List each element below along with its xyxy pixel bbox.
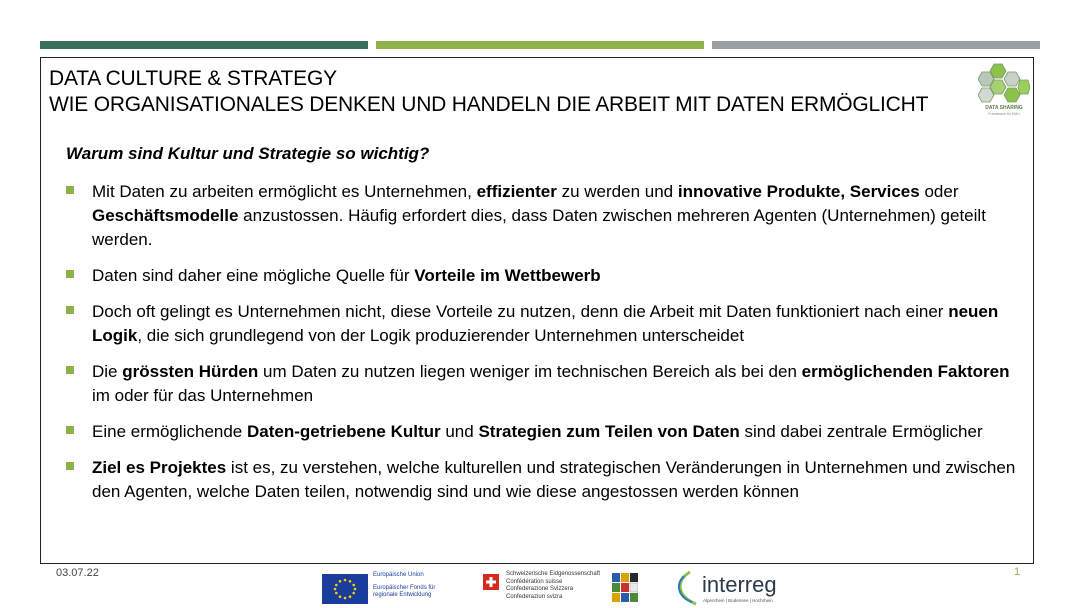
- bullet-emphasis: Geschäftsmodelle: [92, 206, 239, 225]
- bullet-item: [66, 264, 1026, 288]
- title-line-1: DATA CULTURE & STRATEGY: [49, 67, 337, 90]
- bullet-square-icon: [66, 270, 74, 278]
- ch-line-4: Confederaziun svizra: [506, 593, 563, 600]
- bullet-emphasis: Ziel es Projektes: [92, 458, 227, 477]
- bullet-emphasis: innovative Produkte, Services: [677, 182, 920, 201]
- bullet-text: Eine ermöglichende: [92, 422, 247, 441]
- page-number: 1: [1014, 566, 1021, 578]
- bullet-square-icon: [66, 306, 74, 314]
- title-line-2: WIE ORGANISATIONALES DENKEN UND HANDELN DIE ARBEIT MIT DATEN ERMÖGLICHT: [49, 93, 929, 116]
- logo-caption: [978, 105, 1030, 117]
- bullet-text: Doch oft gelingt es Unternehmen nicht, diese Vorteile zu nutzen, denn die Arbeit mit Daten funktioniert nach einer: [92, 302, 949, 321]
- interreg-regions: Alpenrhein | Bodensee | Hochrhein: [703, 598, 773, 603]
- bullet-item: [66, 300, 1026, 348]
- ch-line-2: Confédération suisse: [506, 578, 563, 585]
- bullet-emphasis: Vorteile im Wettbewerb: [414, 266, 601, 285]
- bullet-text: Mit Daten zu arbeiten ermöglicht es Unternehmen,: [92, 182, 477, 201]
- bullet-text: sind dabei zentrale Ermöglicher: [739, 422, 983, 441]
- swiss-flag-icon: [483, 574, 499, 590]
- bullet-text: oder: [919, 182, 959, 201]
- bullet-item: [66, 180, 1026, 252]
- ch-line-3: Confederazione Svizzera: [506, 586, 574, 592]
- top-bar-light-green: [376, 41, 704, 49]
- eu-text: [373, 572, 435, 600]
- bullet-text: und: [440, 422, 479, 441]
- bullet-text: , die sich grundlegend von der Logik produzierender Unternehmen unterscheidet: [137, 326, 745, 345]
- swiss-text: [506, 571, 600, 601]
- logo-subtitle: Framework für KMU: [988, 112, 1020, 116]
- bullet-square-icon: [66, 462, 74, 470]
- bullet-item: [66, 456, 1026, 504]
- bullet-text: im oder für das Unternehmen: [92, 386, 314, 405]
- bullet-text: um Daten zu nutzen liegen weniger im technischen Bereich als bei den: [258, 362, 802, 381]
- bullet-emphasis: grössten Hürden: [122, 362, 259, 381]
- bullet-emphasis: ermöglichenden Faktoren: [801, 362, 1010, 381]
- canton-coats-of-arms-icon: [612, 573, 638, 603]
- bullet-square-icon: [66, 426, 74, 434]
- interreg-wordmark: interreg: [702, 572, 777, 597]
- eu-line-1: Europäische Union: [373, 572, 424, 578]
- bullet-text: anzustossen. Häufig erfordert dies, dass Daten zwischen mehreren Agenten (Unternehmen) geteilt werden.: [92, 206, 986, 249]
- eu-line-2: Europäischer Fonds für: [373, 584, 436, 591]
- bullet-text: Die: [92, 362, 123, 381]
- top-bar-dark-green: [40, 41, 368, 49]
- slide-date: 03.07.22: [56, 567, 99, 579]
- bullet-text: Daten sind daher eine mögliche Quelle für: [92, 266, 415, 285]
- footer-logos: [0, 566, 1080, 608]
- bullet-emphasis: Strategien zum Teilen von Daten: [478, 422, 740, 441]
- ch-line-1: Schweizerische Eidgenossenschaft: [506, 571, 601, 577]
- bullet-item: [66, 420, 1026, 444]
- bullet-item: [66, 360, 1026, 408]
- bullet-square-icon: [66, 366, 74, 374]
- bullet-emphasis: effizienter: [476, 182, 557, 201]
- bullet-square-icon: [66, 186, 74, 194]
- bullet-text: zu werden und: [556, 182, 678, 201]
- bullet-text: ist es, zu verstehen, welche kulturellen und strategischen Veränderungen in Unternehmen und zwischen den Agenten, welche Daten teilen, notwendig sind und wie diese angestossen werden können: [92, 458, 1016, 501]
- bullet-emphasis: Daten-getriebene Kultur: [246, 422, 441, 441]
- bullet-list: [66, 180, 1026, 516]
- slide-title: [49, 66, 928, 118]
- eu-flag-icon: [322, 574, 368, 604]
- top-bar-grey: [712, 41, 1040, 49]
- bullet-emphasis: neuen Logik: [92, 302, 999, 345]
- logo-title: DATA SHARING: [985, 105, 1023, 111]
- eu-line-3: regionale Entwicklung: [373, 592, 432, 598]
- section-question: Warum sind Kultur und Strategie so wichtig?: [66, 144, 430, 163]
